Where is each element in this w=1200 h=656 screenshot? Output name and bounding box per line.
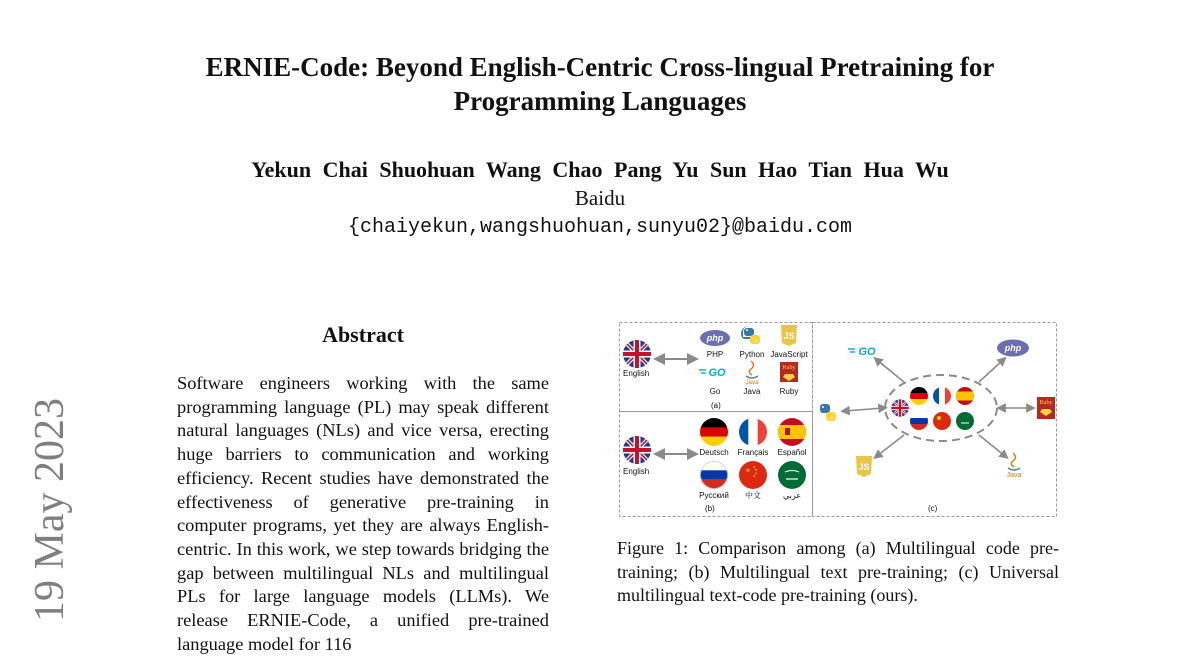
panel-a-javascript-label: JavaScript — [770, 350, 808, 359]
france-flag-icon — [739, 418, 768, 446]
panel-b-arabic-label: عربي — [782, 491, 802, 500]
panel-a-php-label: PHP — [706, 350, 724, 359]
china-flag-icon — [739, 461, 767, 489]
panel-c-label: (c) — [928, 504, 938, 513]
russia-flag-icon — [700, 461, 728, 490]
affiliation: Baidu — [574, 186, 626, 210]
java-logo-icon — [746, 361, 759, 386]
java-logo-icon — [1007, 453, 1022, 479]
panel-b-deutsch-label: Deutsch — [699, 448, 729, 457]
abstract-heading: Abstract — [322, 322, 404, 347]
python-logo-icon — [741, 326, 760, 344]
php-logo-icon — [700, 330, 730, 346]
svg-text:php: php — [1004, 343, 1022, 353]
svg-text:Ruby: Ruby — [1039, 400, 1053, 406]
panel-a-go-label: Go — [709, 387, 721, 396]
panel-a-ruby-label: Ruby — [779, 387, 799, 396]
figure-1-caption: Figure 1: Comparison among (a) Multilingual code pre-training; (b) Multilingual text pre-training; (c) Universal multilingual text-code pre-training (ours). — [617, 538, 1059, 605]
javascript-logo-icon — [856, 456, 872, 477]
abstract-text: Software engineers working with the same programming language (PL) may speak different natural languages (NLs) and vice versa, erecting huge barriers to communication and working efficiency. Recent studies have demonstrated the effectiveness of generative pre-training in computer programs, yet they are always English-centric. In this work, we step towards bridging the gap between multilingual NLs and multilingual PLs for large language models (LLMs). We release ERNIE-Code, a unified pre-trained language model for 116 — [177, 373, 549, 654]
arrow-to-php — [979, 360, 1003, 382]
uk-flag-icon — [623, 436, 651, 464]
svg-text:JS: JS — [783, 331, 795, 341]
author-email[interactable]: {chaiyekun,wangshuohuan,sunyu02}@baidu.com — [347, 216, 853, 239]
panel-b-russian-label: Русский — [699, 491, 729, 500]
uk-flag-icon — [623, 340, 651, 368]
saudi-flag-icon — [778, 461, 806, 489]
germany-flag-icon — [910, 387, 928, 405]
go-logo-icon — [699, 367, 726, 379]
spain-flag-icon — [778, 418, 806, 446]
arrow-to-java — [979, 435, 1005, 456]
panel-b-chinese-label: 中文 — [745, 491, 761, 500]
spain-flag-icon — [956, 387, 974, 405]
figure-1 — [619, 322, 1057, 517]
paper-title — [0, 50, 1200, 118]
svg-text:GO: GO — [708, 367, 726, 379]
title-line-2: Programming Languages — [453, 86, 747, 116]
ruby-logo-icon — [780, 362, 798, 382]
france-flag-icon — [933, 387, 951, 405]
arrow-to-python — [845, 408, 883, 411]
arxiv-date-stamp: 19 May 2023 — [27, 398, 73, 622]
germany-flag-icon — [700, 418, 728, 447]
svg-text:Java: Java — [745, 380, 759, 386]
panel-b-espanol-label: Español — [777, 448, 807, 457]
svg-text:php: php — [706, 333, 724, 343]
title-line-1: ERNIE-Code: Beyond English-Centric Cross-lingual Pretraining for — [205, 52, 995, 82]
panel-a-label: (a) — [711, 401, 721, 410]
python-logo-icon — [820, 404, 836, 421]
panel-b-english-label: English — [623, 467, 650, 476]
china-flag-icon — [933, 412, 951, 430]
author-list: Yekun Chai Shuohuan Wang Chao Pang Yu Sun Hao Tian Hua Wu — [251, 157, 949, 182]
panel-a-python-label: Python — [739, 350, 765, 359]
arrow-to-go — [877, 360, 904, 382]
panel-a-english-label: English — [623, 369, 650, 378]
svg-text:Java: Java — [1006, 472, 1022, 479]
panel-b-label: (b) — [705, 504, 715, 513]
panel-b-francais-label: Français — [737, 448, 769, 457]
uk-flag-icon — [891, 399, 908, 416]
svg-text:JS: JS — [858, 462, 870, 472]
saudi-flag-icon — [956, 412, 974, 430]
russia-flag-icon — [910, 412, 928, 430]
php-logo-icon — [997, 340, 1029, 357]
go-logo-icon — [848, 346, 876, 358]
svg-text:GO: GO — [858, 346, 876, 358]
arrow-to-js — [877, 435, 904, 456]
javascript-logo-icon — [781, 325, 797, 346]
ruby-logo-icon — [1037, 397, 1055, 419]
panel-a-java-label: Java — [743, 387, 761, 396]
svg-text:Ruby: Ruby — [782, 365, 796, 371]
